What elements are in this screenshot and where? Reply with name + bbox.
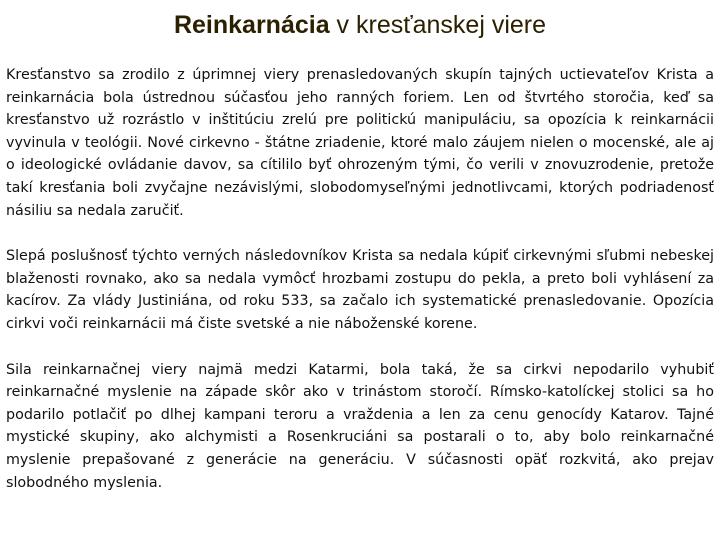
slide-title	[0, 8, 720, 42]
paragraph-2: Slepá poslušnosť týchto verných následovníkov Krista sa nedala kúpiť cirkevnými sľubmi nebeskej blaženosti rovnako, ako sa nedala vymôcť hrozbami zostupu do pekla, a preto boli vyhlásení za kacírov. Za vlády Justiniána, od roku 533, sa začalo ich systematické prenasledovanie. Opozícia cirkvi voči reinkarnácii má čiste svetské a nie náboženské korene.	[6, 248, 714, 332]
paragraph-3: Sila reinkarnačnej viery najmä medzi Katarmi, bola taká, že sa cirkvi nepodarilo vyhubiť reinkarnačné myslenie na západe skôr ako v trinástom storočí. Rímsko-katolíckej stolici sa ho podarilo potlačiť po dlhej kampani teroru a vraždenia a len za cenu genocídy Katarov. Tajné mystické skupiny, ako alchymisti a Rosenkruciáni sa postarali o to, aby bolo reinkarnačné myslenie prepašované z generácie na generáciu. V súčasnosti opäť rozkvitá, ako prejav slobodného myslenia.	[6, 361, 714, 491]
slide-title-rest: v kresťanskej viere	[329, 11, 547, 39]
paragraph-1: Kresťanstvo sa zrodilo z úprimnej viery prenasledovaných skupín tajných uctievateľov Krista a reinkarnácia bola ústrednou súčasťou jeho ranných foriem. Len od štvrtého storočia, keď sa kresťanstvo už rozrástlo v inštitúciu zrelú pre politickú manipuláciu, sa opozícia k reinkarnácii vyvinula v teológii. Nové cirkevno - štátne zriadenie, ktoré malo záujem nielen o mocenské, ale aj o ideologické ovládanie davov, sa cítililo byť ohrozeným tými, čo verili v znovuzrodenie, pretože takí kresťania boli zvyčajne nezávislými, slobodomyseľnými jednotlivcami, ktorých podriadenosť násiliu sa nedala zaručiť.	[6, 67, 714, 219]
slide-body	[6, 64, 714, 494]
slide-title-bold: Reinkarnácia	[173, 11, 330, 39]
